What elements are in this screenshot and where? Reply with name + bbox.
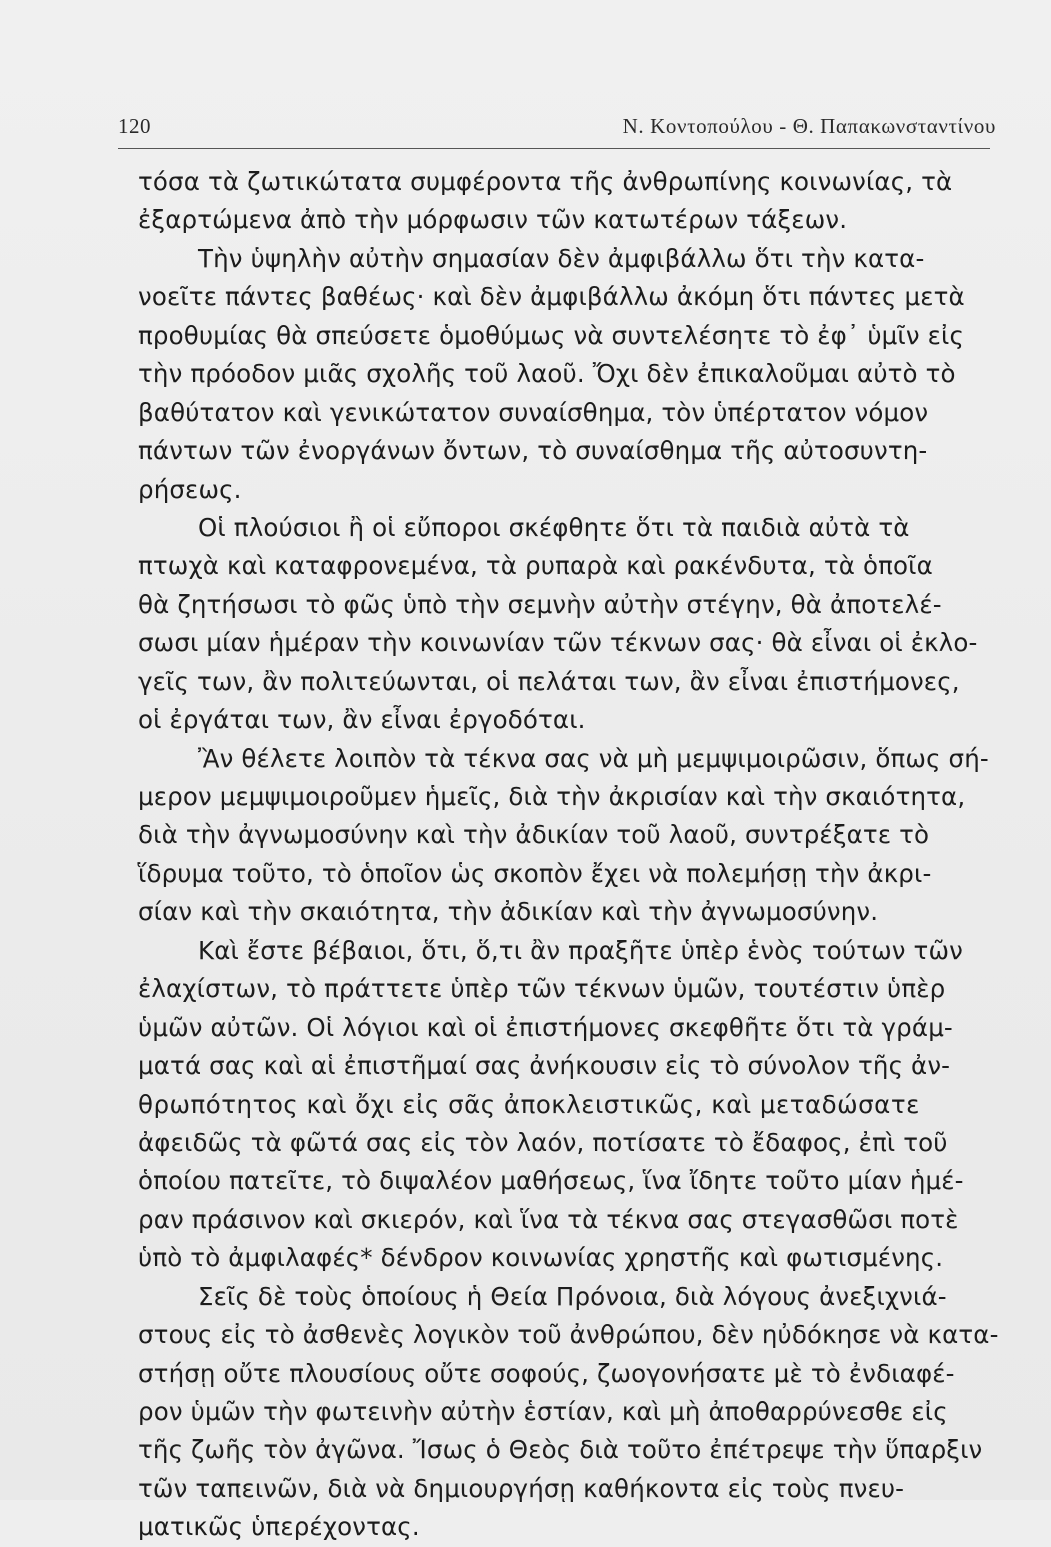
text-line: προθυμίας θὰ σπεύσετε ὁμοθύμως νὰ συντελέσητε τὸ ἐφ᾽ ὑμῖν εἰς	[138, 320, 964, 350]
text-line: διὰ τὴν ἀγνωμοσύνην καὶ τὴν ἀδικίαν τοῦ λαοῦ, συντρέξατε τὸ	[138, 820, 930, 850]
text-line: ἀφειδῶς τὰ φῶτά σας εἰς τὸν λαόν, ποτίσατε τὸ ἔδαφος, ἐπὶ τοῦ	[138, 1127, 948, 1157]
text-line: πάντων τῶν ἐνοργάνων ὄντων, τὸ συναίσθημα τῆς αὐτοσυντη-	[138, 436, 928, 466]
text-line: ματά σας καὶ αἱ ἐπιστῆμαί σας ἀνήκουσιν εἰς τὸ σύνολον τῆς ἀν-	[138, 1051, 951, 1081]
text-line: ρήσεως.	[138, 474, 242, 504]
text-line: ὑμῶν αὐτῶν. Οἱ λόγιοι καὶ οἱ ἐπιστήμονες σκεφθῆτε ὅτι τὰ γράμ-	[138, 1012, 953, 1042]
text-line: Οἱ πλούσιοι ἢ οἱ εὔποροι σκέφθητε ὅτι τὰ παιδιὰ αὐτὰ τὰ	[198, 512, 910, 542]
text-line: τόσα τὰ ζωτικώτατα συμφέροντα τῆς ἀνθρωπίνης κοινωνίας, τὰ	[138, 167, 953, 196]
text-line: οἱ ἐργάται των, ἂν εἶναι ἐργοδόται.	[138, 705, 586, 735]
text-line: θρωπότητος καὶ ὄχι εἰς σᾶς ἀποκλειστικῶς, καὶ μεταδώσατε	[138, 1089, 920, 1119]
text-line: στήσῃ οὔτε πλουσίους οὔτε σοφούς, ζωογονήσατε μὲ τὸ ἐνδιαφέ-	[138, 1358, 955, 1388]
text-line: στους εἰς τὸ ἀσθενὲς λογικὸν τοῦ ἀνθρώπου, δὲν ηὐδόκησε νὰ κατα-	[138, 1320, 999, 1350]
text-line: ματικῶς ὑπερέχοντας.	[138, 1512, 420, 1542]
page-header	[118, 114, 996, 149]
text-line: ἐλαχίστων, τὸ πράττετε ὑπὲρ τῶν τέκνων ὑμῶν, τουτέστιν ὑπὲρ	[138, 974, 946, 1004]
text-line: Καὶ ἔστε βέβαιοι, ὅτι, ὅ,τι ἂν πραξῆτε ὑπὲρ ἑνὸς τούτων τῶν	[198, 935, 963, 965]
running-head: Ν. Κοντοπούλου - Θ. Παπακωνσταντίνου	[622, 114, 996, 138]
text-line: ἵδρυμα τοῦτο, τὸ ὁποῖον ὡς σκοπὸν ἔχει νὰ πολεμήσῃ τὴν ἀκρι-	[138, 858, 932, 888]
text-line: τὴν πρόοδον μιᾶς σχολῆς τοῦ λαοῦ. Ὄχι δὲν ἐπικαλοῦμαι αὐτὸ τὸ	[138, 359, 956, 389]
text-line: ρον ὑμῶν τὴν φωτεινὴν αὐτὴν ἑστίαν, καὶ μὴ ἀποθαρρύνεσθε εἰς	[138, 1397, 948, 1426]
text-line: ὑπὸ τὸ ἀμφιλαφές* δένδρον κοινωνίας χρηστῆς καὶ φωτισμένης.	[138, 1243, 944, 1273]
text-line: ραν πράσινον καὶ σκιερόν, καὶ ἵνα τὰ τέκνα σας στεγασθῶσι ποτὲ	[138, 1204, 959, 1234]
text-line: τῆς ζωῆς τὸν ἀγῶνα. Ἴσως ὁ Θεὸς διὰ τοῦτο ἐπέτρεψε τὴν ὕπαρξιν	[138, 1435, 983, 1465]
text-line: γεῖς των, ἂν πολιτεύωνται, οἱ πελάται των, ἂν εἶναι ἐπιστήμονες,	[138, 666, 960, 696]
text-line: πτωχὰ καὶ καταφρονεμένα, τὰ ρυπαρὰ καὶ ρακένδυτα, τὰ ὁποῖα	[138, 551, 933, 581]
text-line: μερον μεμψιμοιροῦμεν ἡμεῖς, διὰ τὴν ἀκρισίαν καὶ τὴν σκαιότητα,	[138, 782, 966, 811]
text-line: Ἂν θέλετε λοιπὸν τὰ τέκνα σας νὰ μὴ μεμψιμοιρῶσιν, ὅπως σή-	[198, 743, 989, 773]
text-line: σίαν καὶ τὴν σκαιότητα, τὴν ἀδικίαν καὶ τὴν ἀγνωμοσύνην.	[138, 897, 879, 927]
text-line: βαθύτατον καὶ γενικώτατον συναίσθημα, τὸν ὑπέρτατον νόμον	[138, 397, 929, 427]
text-line: νοεῖτε πάντες βαθέως· καὶ δὲν ἀμφιβάλλω ἀκόμη ὅτι πάντες μετὰ	[138, 282, 965, 312]
page-number: 120	[118, 114, 151, 138]
text-line: τῶν ταπεινῶν, διὰ νὰ δημιουργήσῃ καθήκοντα εἰς τοὺς πνευ-	[138, 1473, 905, 1503]
text-line: σωσι μίαν ἡμέραν τὴν κοινωνίαν τῶν τέκνων σας· θὰ εἶναι οἱ ἐκλο-	[138, 628, 978, 658]
text-line: Τὴν ὑψηλὴν αὐτὴν σημασίαν δὲν ἀμφιβάλλω ὅτι τὴν κατα-	[198, 243, 925, 273]
body-text	[138, 163, 999, 1547]
text-line: θὰ ζητήσωσι τὸ φῶς ὑπὸ τὴν σεμνὴν αὐτὴν στέγην, θὰ ἀποτελέ-	[138, 589, 942, 619]
text-line: ἐξαρτώμενα ἀπὸ τὴν μόρφωσιν τῶν κατωτέρων τάξεων.	[138, 205, 848, 235]
text-line: Σεῖς δὲ τοὺς ὁποίους ἡ Θεία Πρόνοια, διὰ λόγους ἀνεξιχνιά-	[198, 1281, 947, 1311]
text-line: ὁποίου πατεῖτε, τὸ διψαλέον μαθήσεως, ἵνα ἴδητε τοῦτο μίαν ἡμέ-	[138, 1166, 964, 1196]
